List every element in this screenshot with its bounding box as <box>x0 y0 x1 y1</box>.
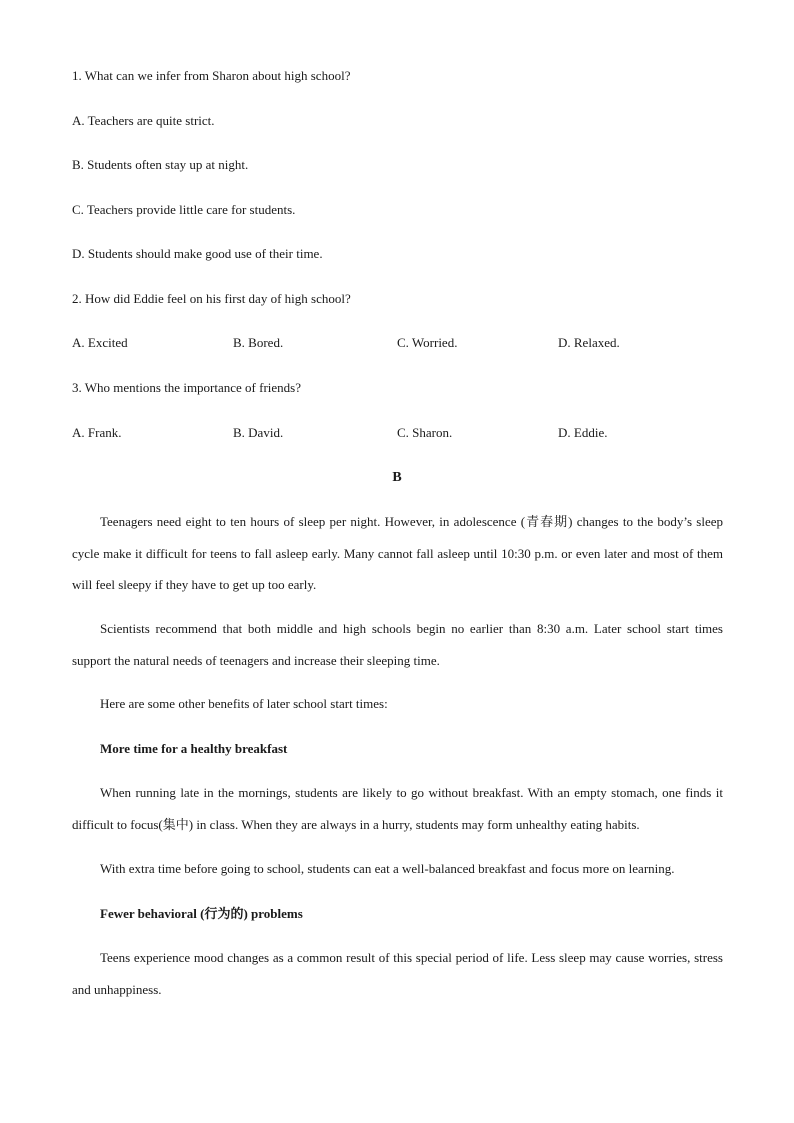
subheading-breakfast: More time for a healthy breakfast <box>100 741 288 756</box>
question-2-option-c: C. Worried. <box>397 335 458 350</box>
question-3-option-a: A. Frank. <box>72 425 122 440</box>
paragraph-4: When running late in the mornings, students are likely to go without breakfast. With an empty stomach, one finds it difficult to focus(集中) in class. When they are always in a hurry, students may form unhealthy eating habits. <box>72 785 723 832</box>
question-3-option-b: B. David. <box>233 425 284 440</box>
question-2-options <box>72 335 722 351</box>
section-title: B <box>392 470 402 485</box>
subheading-behavior: Fewer behavioral (行为的) problems <box>100 906 303 921</box>
question-2-option-a: A. Excited <box>72 335 128 350</box>
question-3-option-d: D. Eddie. <box>558 425 608 440</box>
question-1-option-b: B. Students often stay up at night. <box>72 157 249 172</box>
question-2-option-d: D. Relaxed. <box>558 335 620 350</box>
question-1-option-d: D. Students should make good use of their time. <box>72 246 323 261</box>
paragraph-2: Scientists recommend that both middle and high schools begin no earlier than 8:30 a.m. Later school start times support the natural needs of teenagers and increase their sleeping time. <box>72 621 723 668</box>
question-3-options <box>72 425 722 441</box>
question-3-stem: 3. Who mentions the importance of friends? <box>72 380 302 395</box>
question-2-option-b: B. Bored. <box>233 335 284 350</box>
paragraph-1: Teenagers need eight to ten hours of sleep per night. However, in adolescence (青春期) changes to the body’s sleep cycle make it difficult for teens to fall asleep early. Many cannot fall asleep until 10:30 p.m. or even later and most of them will feel sleepy if they have to get up too early. <box>72 514 723 592</box>
question-1-stem: 1. What can we infer from Sharon about high school? <box>72 68 351 83</box>
question-2-stem: 2. How did Eddie feel on his first day of high school? <box>72 291 351 306</box>
question-3-option-c: C. Sharon. <box>397 425 453 440</box>
question-1-option-c: C. Teachers provide little care for students. <box>72 202 296 217</box>
question-1-option-a: A. Teachers are quite strict. <box>72 113 215 128</box>
paragraph-3: Here are some other benefits of later school start times: <box>100 696 388 711</box>
paragraph-5: With extra time before going to school, students can eat a well-balanced breakfast and focus more on learning. <box>100 861 675 876</box>
paragraph-6: Teens experience mood changes as a common result of this special period of life. Less sleep may cause worries, stress and unhappiness. <box>72 950 723 997</box>
